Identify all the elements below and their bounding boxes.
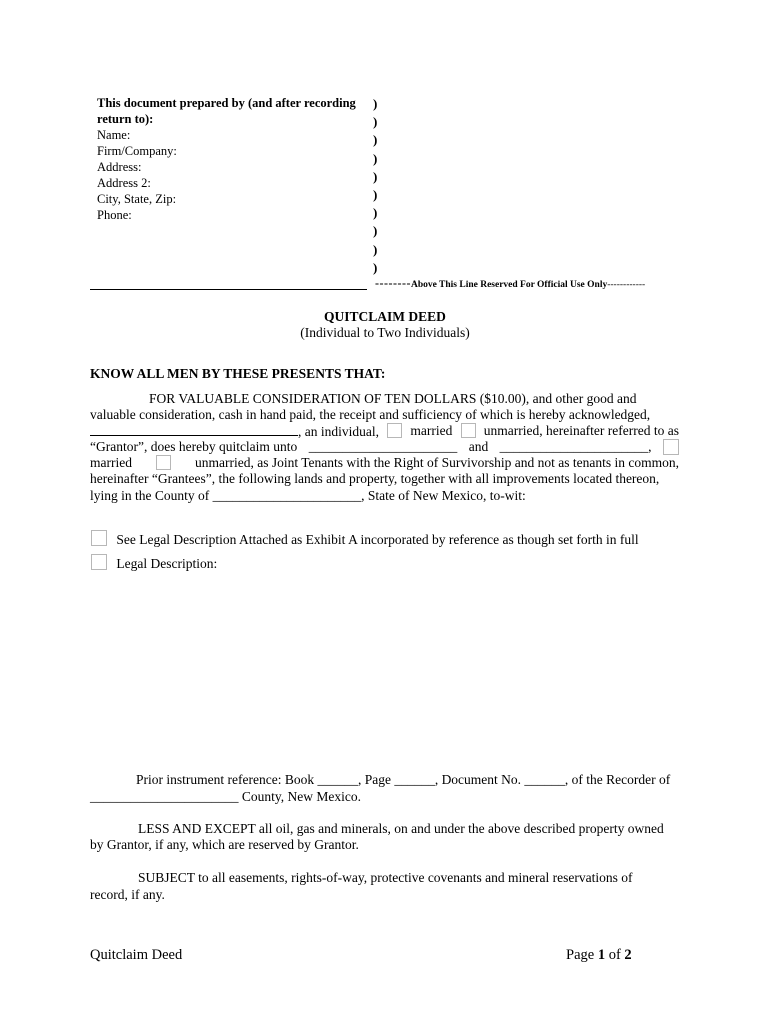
grantee2-blank[interactable]: ______________________, bbox=[499, 439, 652, 454]
subject-text: SUBJECT to all easements, rights-of-way, protective covenants and mineral reservations of bbox=[138, 870, 633, 885]
grantor-married-checkbox[interactable] bbox=[387, 423, 402, 438]
bracket: ) bbox=[373, 205, 378, 221]
body-line-6 bbox=[90, 471, 679, 487]
county-blank[interactable]: ______________________ bbox=[212, 488, 362, 503]
consideration-text: FOR VALUABLE CONSIDERATION OF TEN DOLLARS ($10.00), and other good and bbox=[149, 391, 637, 406]
field-address2-label: Address 2: bbox=[97, 176, 151, 190]
body-line-4 bbox=[90, 439, 679, 455]
field-city-state-zip-label: City, State, Zip: bbox=[97, 192, 177, 206]
bracket: ) bbox=[373, 150, 378, 166]
joint-tenants-text: unmarried, as Joint Tenants with the Right of Survivorship and not as tenants in common, bbox=[194, 455, 679, 470]
subject-text-2: record, if any. bbox=[90, 887, 165, 902]
prior-line-2 bbox=[90, 789, 679, 805]
bracket: ) bbox=[373, 187, 378, 203]
document-title: QUITCLAIM DEED bbox=[324, 309, 446, 324]
prior-instrument-text: Prior instrument reference: Book ______, Page ______, Document No. ______, of the Recorder of bbox=[136, 772, 671, 787]
preparer-block bbox=[97, 95, 367, 223]
reserved-label: Above This Line Reserved For Official Use Only bbox=[410, 280, 608, 290]
footer-title: Quitclaim Deed bbox=[90, 947, 183, 963]
field-address-label: Address: bbox=[97, 160, 142, 174]
of-word: of bbox=[608, 947, 621, 963]
bracket: ) bbox=[373, 96, 378, 111]
subject-line-1 bbox=[90, 870, 679, 886]
subject-line-2 bbox=[90, 887, 679, 903]
state-text: , State of New Mexico, to-wit: bbox=[361, 488, 526, 503]
document-subtitle: (Individual to Two Individuals) bbox=[300, 325, 470, 340]
body-line-3 bbox=[90, 423, 679, 440]
less-except-text: LESS AND EXCEPT all oil, gas and minerals, on and under the above described property owned bbox=[138, 821, 664, 836]
preparer-heading: This document prepared by (and after recording return to): bbox=[97, 96, 356, 126]
reserved-dashes: -------- bbox=[375, 276, 411, 290]
grantor-line bbox=[90, 423, 379, 440]
exhibit-checkbox[interactable] bbox=[91, 530, 107, 546]
grantee1-blank[interactable]: ______________________ bbox=[308, 439, 458, 454]
married-label-2: married bbox=[90, 455, 132, 470]
field-phone-label: Phone: bbox=[97, 208, 132, 222]
grantees-married-checkbox[interactable] bbox=[663, 439, 679, 455]
grantees-text: hereinafter “Grantees”, the following lands and property, together with all improvements located thereon, bbox=[90, 471, 660, 486]
less-except-line-1 bbox=[90, 821, 679, 837]
individual-text: , an individual, bbox=[298, 424, 379, 439]
body-line-1 bbox=[90, 391, 679, 407]
grantees-unmarried-checkbox[interactable] bbox=[156, 455, 171, 470]
exhibit-option bbox=[91, 530, 639, 548]
official-use-notice bbox=[375, 276, 645, 291]
married-label: married bbox=[410, 423, 453, 438]
field-name-label: Name: bbox=[97, 128, 131, 142]
body-line-2 bbox=[90, 407, 679, 423]
know-all-men-heading: KNOW ALL MEN BY THESE PRESENTS THAT: bbox=[90, 366, 386, 381]
and-text: and bbox=[468, 439, 489, 454]
page-number: 1 bbox=[597, 947, 606, 963]
acknowledgment-text: valuable consideration, cash in hand paid, the receipt and sufficiency of which is hereby acknowledged, bbox=[90, 407, 651, 422]
bracket: ) bbox=[373, 114, 378, 130]
body-line-5 bbox=[90, 455, 679, 471]
preparer-signature-line bbox=[90, 289, 367, 290]
unmarried-grantor-text: unmarried, hereinafter referred to as bbox=[483, 423, 679, 438]
grantor-unmarried-checkbox[interactable] bbox=[461, 423, 476, 438]
page-indicator bbox=[566, 947, 632, 964]
page-total: 2 bbox=[624, 947, 632, 963]
prior-county-text: ______________________ County, New Mexico. bbox=[90, 789, 361, 804]
field-firm-label: Firm/Company: bbox=[97, 144, 177, 158]
page-word: Page bbox=[566, 947, 595, 963]
bracket: ) bbox=[373, 168, 378, 184]
less-except-line-2 bbox=[90, 837, 679, 853]
county-prefix: lying in the County of bbox=[90, 488, 210, 503]
bracket: ) bbox=[373, 259, 378, 275]
legal-description-option bbox=[91, 554, 217, 572]
bracket: ) bbox=[373, 241, 378, 257]
legal-description-checkbox[interactable] bbox=[91, 554, 107, 570]
less-except-text-2: by Grantor, if any, which are reserved by Grantor. bbox=[90, 837, 359, 852]
exhibit-label: See Legal Description Attached as Exhibit A incorporated by reference as though set forth in full bbox=[116, 532, 639, 547]
legal-description-label: Legal Description: bbox=[116, 556, 218, 571]
bracket-column bbox=[373, 95, 385, 277]
grantor-name-blank[interactable] bbox=[90, 423, 298, 436]
bracket: ) bbox=[373, 132, 378, 148]
bracket: ) bbox=[373, 223, 378, 239]
body-line-7 bbox=[90, 488, 679, 504]
reserved-trail: ------------ bbox=[607, 280, 646, 290]
prior-line-1 bbox=[90, 772, 679, 788]
quitclaim-text: “Grantor”, does hereby quitclaim unto bbox=[90, 439, 298, 454]
consideration-text-wrap bbox=[149, 391, 679, 407]
